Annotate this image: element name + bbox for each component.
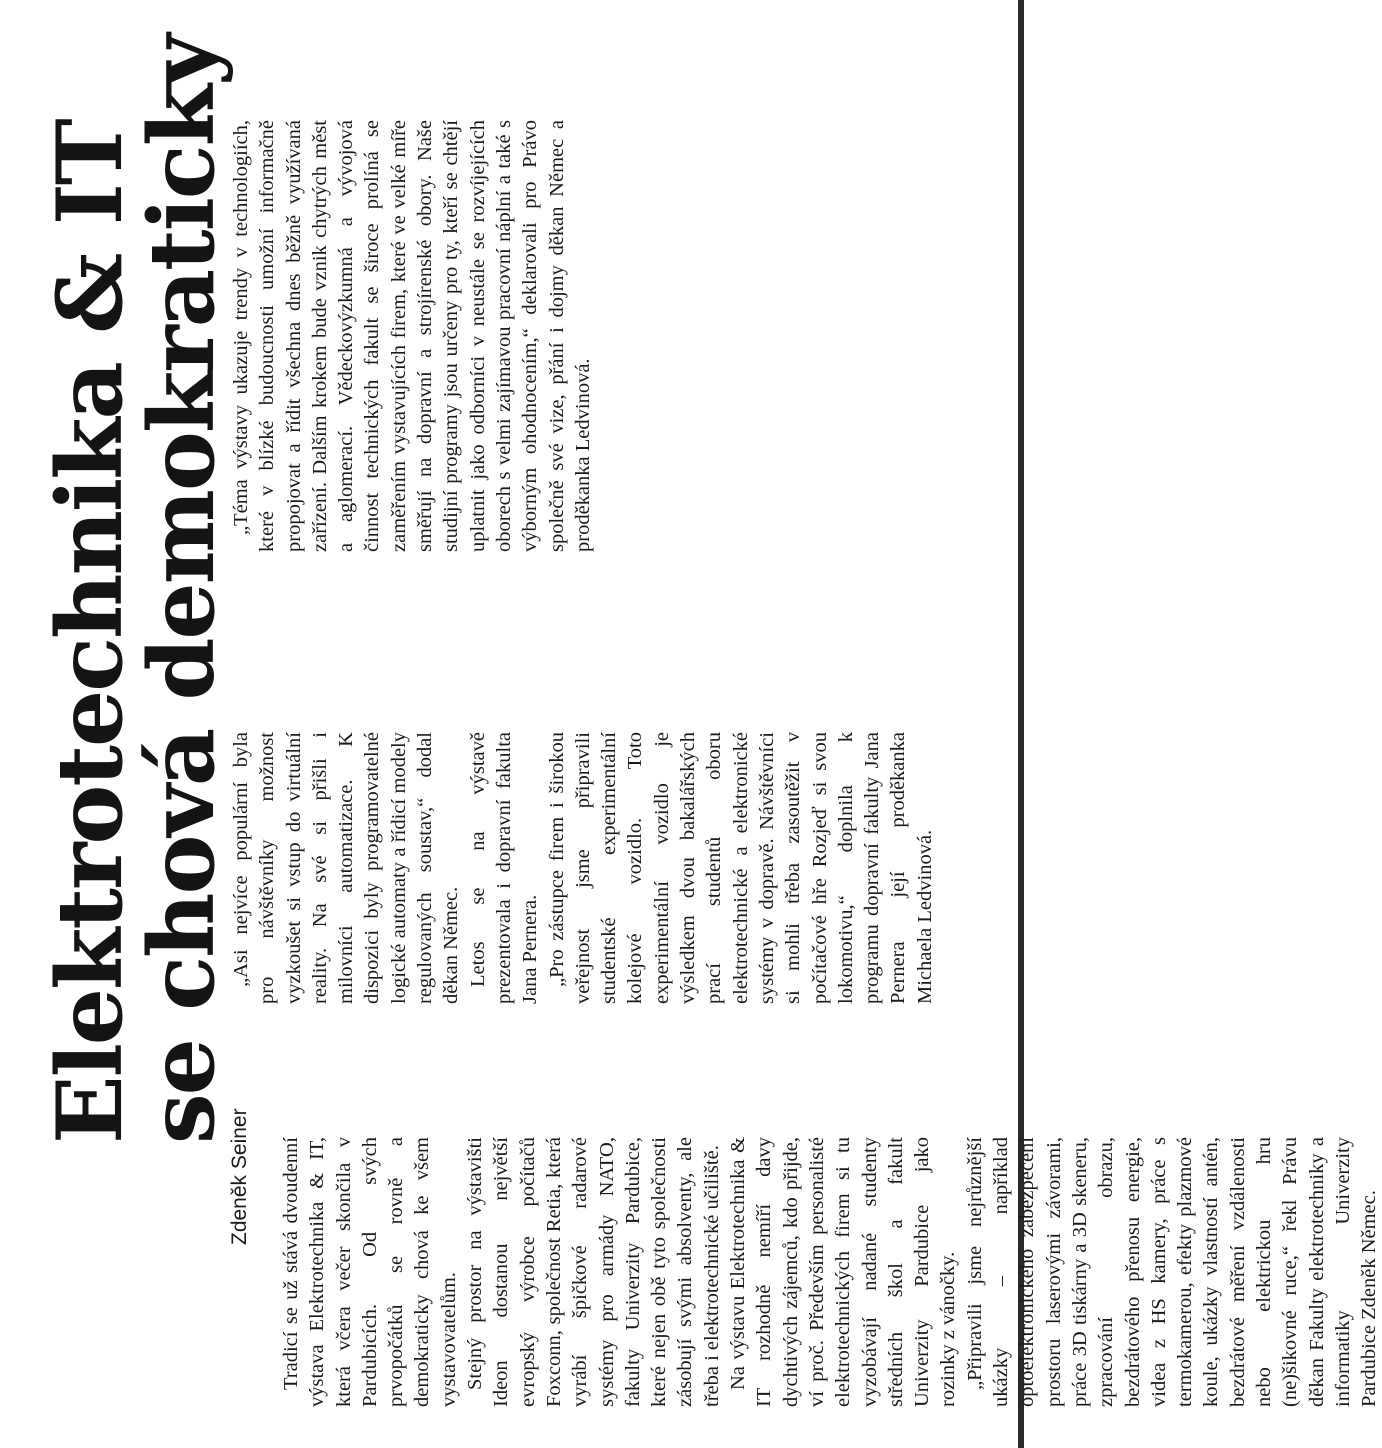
headline-line-2: se chová demokraticky	[129, 35, 235, 1144]
text-column-3	[228, 120, 596, 552]
text-column-1	[278, 1137, 1382, 1407]
text-column-2	[228, 732, 938, 1004]
paragraph: „Téma výstavy ukazuje trendy v technologiích, které v blízké budoucnosti umožní informačně propojovat a řídit všechna dnes běžně využívaná zařízení. Dalším krokem bude vznik chytrých měst a aglomerací. Vědeckovýzkumná a vývojová činnost technických fakult se široce prolíná se zaměřením vystavujících firem, které ve velké míře směřují na dopravní a strojírenské obory. Naše studijní programy jsou určeny pro ty, kteří se chtějí uplatnit jako odborníci v neustále se rozvíjejících oborech s velmi zajímavou pracovní náplní a také s výborným ohodnocením,“ deklarovali pro Právo společně své vize, přání i dojmy děkan Němec a proděkanka Ledvinová.	[230, 120, 594, 552]
paragraph: Stejný prostor na výstavišti Ideon dostanou největší evropský výrobce počítačů Foxconn, společnost Retia, která vyrábí špičkové radarové systémy pro armády NATO, fakulty Univerzity Pardubice, které nejen obě tyto společnosti zásobují svými absolventy, ale třeba i elektrotechnické učiliště.	[464, 1137, 723, 1407]
paragraph: „Pro zástupce firem i širokou veřejnost jsme připravili studentské experimentální kolejové vozidlo. Toto experimentální vozidlo je výsledkem dvou bakalářských prací studentů oboru elektrotechnické a elektronické systémy v dopravě. Návštěvníci si mohli třeba zasoutěžit v počítačové hře Rozjeď si svou lokomotivu,“ doplnila k programu dopravní fakulty Jana Pernera její proděkanka Michaela Ledvinová.	[545, 732, 936, 1004]
paragraph: „Připravili jsme nejrůznější ukázky – například optoelektronického zabezpečení prostoru laserovými závorami, práce 3D tiskárny a 3D skeneru, zpracování obrazu, bezdrátového přenosu energie, videa z HS kamery, práce s termokamerou, efekty plazmové koule, ukázky vlastností antén, bezdrátové měření vzdálenosti nebo elektrickou hru (ne)šikovné ruce,“ řekl Právu děkan Fakulty elektrotechniky a informatiky Univerzity Pardubice Zdeněk Němec.	[963, 1137, 1381, 1407]
headline-line-1: Elektrotechnika & IT	[37, 120, 143, 1144]
paragraph: Tradicí se už stává dvoudenní výstava Elektrotechnika & IT, která včera večer skončila v Pardubicích. Od svých prvopočátků se rovně a demokraticky chová ke všem vystavovatelům.	[280, 1137, 460, 1407]
paragraph: „Asi nejvíce populární byla pro návštěvníky možnost vyzkoušet si vstup do virtuální reality. Na své si přišli i milovníci automatizace. K dispozici byly programovatelné logické automaty a řídicí modely regulovaných soustav,“ dodal děkan Němec.	[230, 732, 463, 1004]
paragraph: Na výstavu Elektrotechnika & IT rozhodně nemíří davy dychtivých zájemců, kdo přijde, ví proč. Především personalisté elektrotechnických firem si tu vyzobávají nadané studenty středních škol a fakult Univerzity Pardubice jako rozinky z vánočky.	[727, 1137, 960, 1407]
headline	[37, 35, 235, 1144]
paragraph: Letos se na výstavě prezentovala i dopravní fakulta Jana Pernera.	[466, 732, 542, 1004]
byline: Zdeněk Seiner	[228, 1108, 251, 1245]
